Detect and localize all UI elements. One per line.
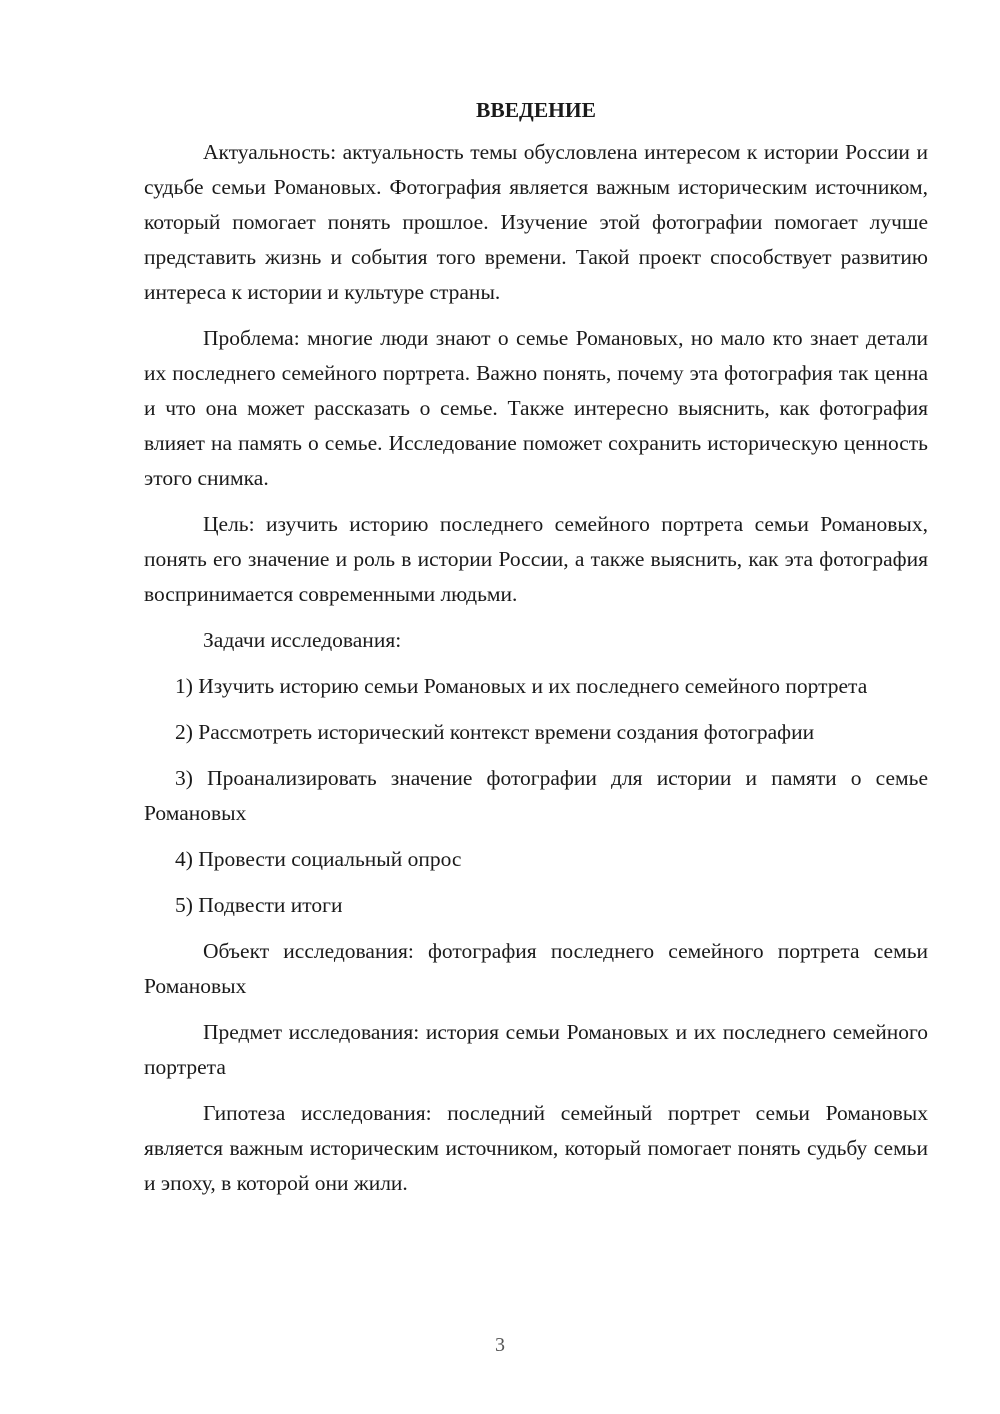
object-paragraph: Объект исследования: фотография последнего семейного портрета семьи Романовых [144,939,928,998]
goal-paragraph: Цель: изучить историю последнего семейного портрета семьи Романовых, понять его значение и роль в истории России, а также выяснить, как эта фотография воспринимается современными людьми. [144,512,928,606]
task-item-2: 2) Рассмотреть исторический контекст времени создания фотографии [175,720,815,744]
task-item-4: 4) Провести социальный опрос [175,847,462,871]
problem-paragraph: Проблема: многие люди знают о семье Романовых, но мало кто знает детали их последнего семейного портрета. Важно понять, почему эта фотография так ценна и что она может рассказать о семье. Также интересно выяснить, как фотография влияет на память о семье. Исследование поможет сохранить историческую ценность этого снимка. [144,326,928,490]
task-item-3: 3) Проанализировать значение фотографии для истории и памяти о семье Романовых [144,766,928,825]
subject-paragraph: Предмет исследования: история семьи Романовых и их последнего семейного портрета [144,1020,928,1079]
tasks-heading: Задачи исследования: [203,628,402,652]
task-item-1: 1) Изучить историю семьи Романовых и их последнего семейного портрета [175,674,868,698]
relevance-paragraph: Актуальность: актуальность темы обусловлена интересом к истории России и судьбе семьи Романовых. Фотография является важным историческим источником, который помогает понять прошлое. Изучение этой фотографии помогает лучше представить жизнь и события того времени. Такой проект способствует развитию интереса к истории и культуре страны. [144,140,928,304]
task-item-5: 5) Подвести итоги [175,893,343,917]
page-title: ВВЕДЕНИЕ [476,98,596,122]
page-number: 3 [495,1334,505,1356]
hypothesis-paragraph: Гипотеза исследования: последний семейный портрет семьи Романовых является важным историческим источником, который помогает понять судьбу семьи и эпоху, в которой они жили. [144,1101,928,1195]
document-page [144,96,928,1212]
